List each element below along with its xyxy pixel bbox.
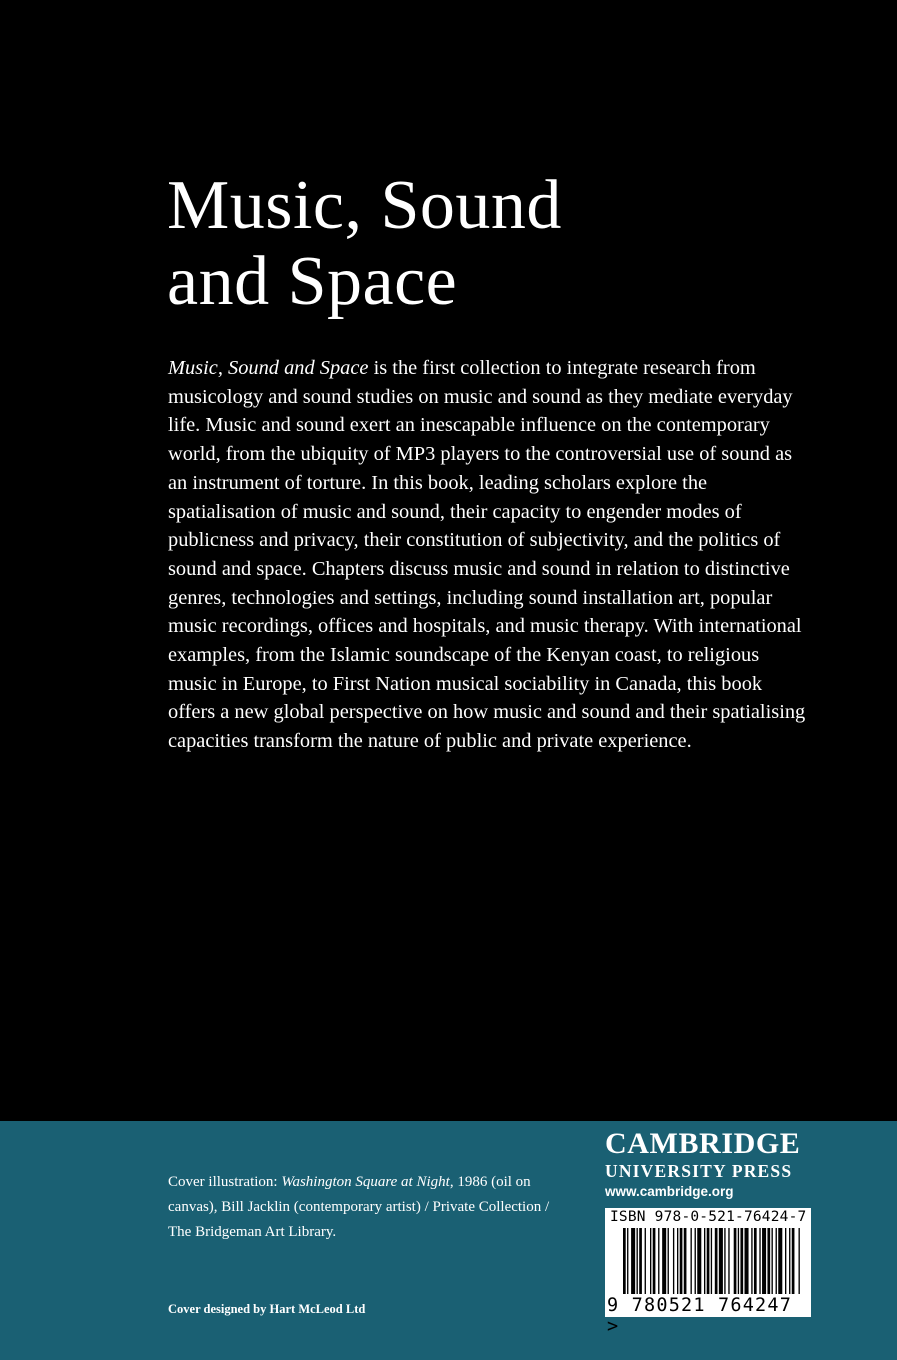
- barcode-bar: [623, 1228, 626, 1294]
- barcode-bar: [653, 1228, 656, 1294]
- book-title-line-1: Music, Sound: [167, 167, 562, 244]
- description-text: is the first collection to integrate research from musicology and sound studies on music and sound as they mediate everyday life. Music and sound exert an inescapable influence on the contemporary world, from the ubiquity of MP3 players to the controversial use of sound as an instrument of torture. In this book, leading scholars explore the spatialisation of music and sound, their capacity to engender modes of publicness and privacy, their constitution of subjectivity, and the politics of sound and space. Chapters discuss music and sound in relation to distinctive genres, technologies and settings, including sound installation art, popular music recordings, offices and hospitals, and music therapy. With international examples, from the Islamic soundscape of the Kenyan coast, to religious music in Europe, to First Nation musical sociability in Canada, this book offers a new global perspective on how music and sound and their spatialising capacities transform the nature of public and private experience.: [168, 357, 806, 753]
- book-title: [167, 168, 807, 320]
- barcode-bar: [751, 1228, 752, 1294]
- barcode-bar: [637, 1228, 638, 1294]
- credit-work-title: Washington Square at Night: [281, 1174, 450, 1190]
- barcode-bar: [662, 1228, 666, 1294]
- barcode-bar: [734, 1228, 737, 1294]
- barcode-bar: [767, 1228, 770, 1294]
- barcode-bar: [715, 1228, 718, 1294]
- publisher-logo: [605, 1127, 815, 1203]
- isbn-barcode: [605, 1208, 811, 1337]
- publisher-name: CAMBRIDGE: [605, 1127, 801, 1160]
- publisher-subtitle: UNIVERSITY PRESS: [605, 1161, 793, 1181]
- barcode-bar: [704, 1228, 705, 1294]
- barcode-bar: [785, 1228, 786, 1294]
- barcode-bar: [759, 1228, 760, 1294]
- description-italic-title: Music, Sound and Space: [168, 357, 369, 379]
- book-title-line-2: and Space: [167, 243, 458, 320]
- barcode-bar: [668, 1228, 669, 1294]
- barcode-bar: [719, 1228, 723, 1294]
- barcode-bar: [776, 1228, 777, 1294]
- barcode-bar: [789, 1228, 790, 1294]
- credit-prefix: Cover illustration:: [168, 1174, 282, 1190]
- barcode-bar: [658, 1228, 659, 1294]
- barcode-bar: [740, 1228, 743, 1294]
- barcode-bar: [691, 1228, 692, 1294]
- barcode-bar: [762, 1228, 766, 1294]
- barcode-bar: [728, 1228, 729, 1294]
- barcode-bar: [673, 1228, 674, 1294]
- barcode-bar: [745, 1228, 749, 1294]
- barcode-bar: [799, 1228, 800, 1294]
- barcode-bar: [697, 1228, 701, 1294]
- barcode-bar: [645, 1228, 646, 1294]
- book-description: [168, 354, 808, 756]
- barcode-bar: [684, 1228, 687, 1294]
- barcode-bar: [627, 1228, 628, 1294]
- cover-designer-credit: Cover designed by Hart McLeod Ltd: [168, 1302, 366, 1316]
- barcode-bar: [631, 1228, 635, 1294]
- barcode-bar: [695, 1228, 696, 1294]
- barcode-bar: [738, 1228, 739, 1294]
- barcode-bar: [724, 1228, 725, 1294]
- barcode-bar: [792, 1228, 795, 1294]
- barcode-digits: 9 780521 764247 >: [607, 1295, 793, 1337]
- barcode-bar: [711, 1228, 712, 1294]
- barcode-bar: [680, 1228, 683, 1294]
- barcode-bar: [772, 1228, 773, 1294]
- barcode-bars: [609, 1228, 807, 1296]
- publisher-url: www.cambridge.org: [605, 1184, 734, 1199]
- isbn-label: ISBN 978-0-521-76424-7: [610, 1209, 807, 1225]
- cover-illustration-credit: [168, 1170, 568, 1245]
- barcode-bar: [650, 1228, 651, 1294]
- barcode-bar: [754, 1228, 757, 1294]
- credit-rest: , 1986 (oil on canvas), Bill Jacklin (contemporary artist) / Private Collection / The Bridgeman Art Library.: [168, 1174, 550, 1240]
- barcode-bar: [778, 1228, 782, 1294]
- barcode-bar: [707, 1228, 710, 1294]
- barcode-bar: [677, 1228, 678, 1294]
- barcode-bar: [639, 1228, 642, 1294]
